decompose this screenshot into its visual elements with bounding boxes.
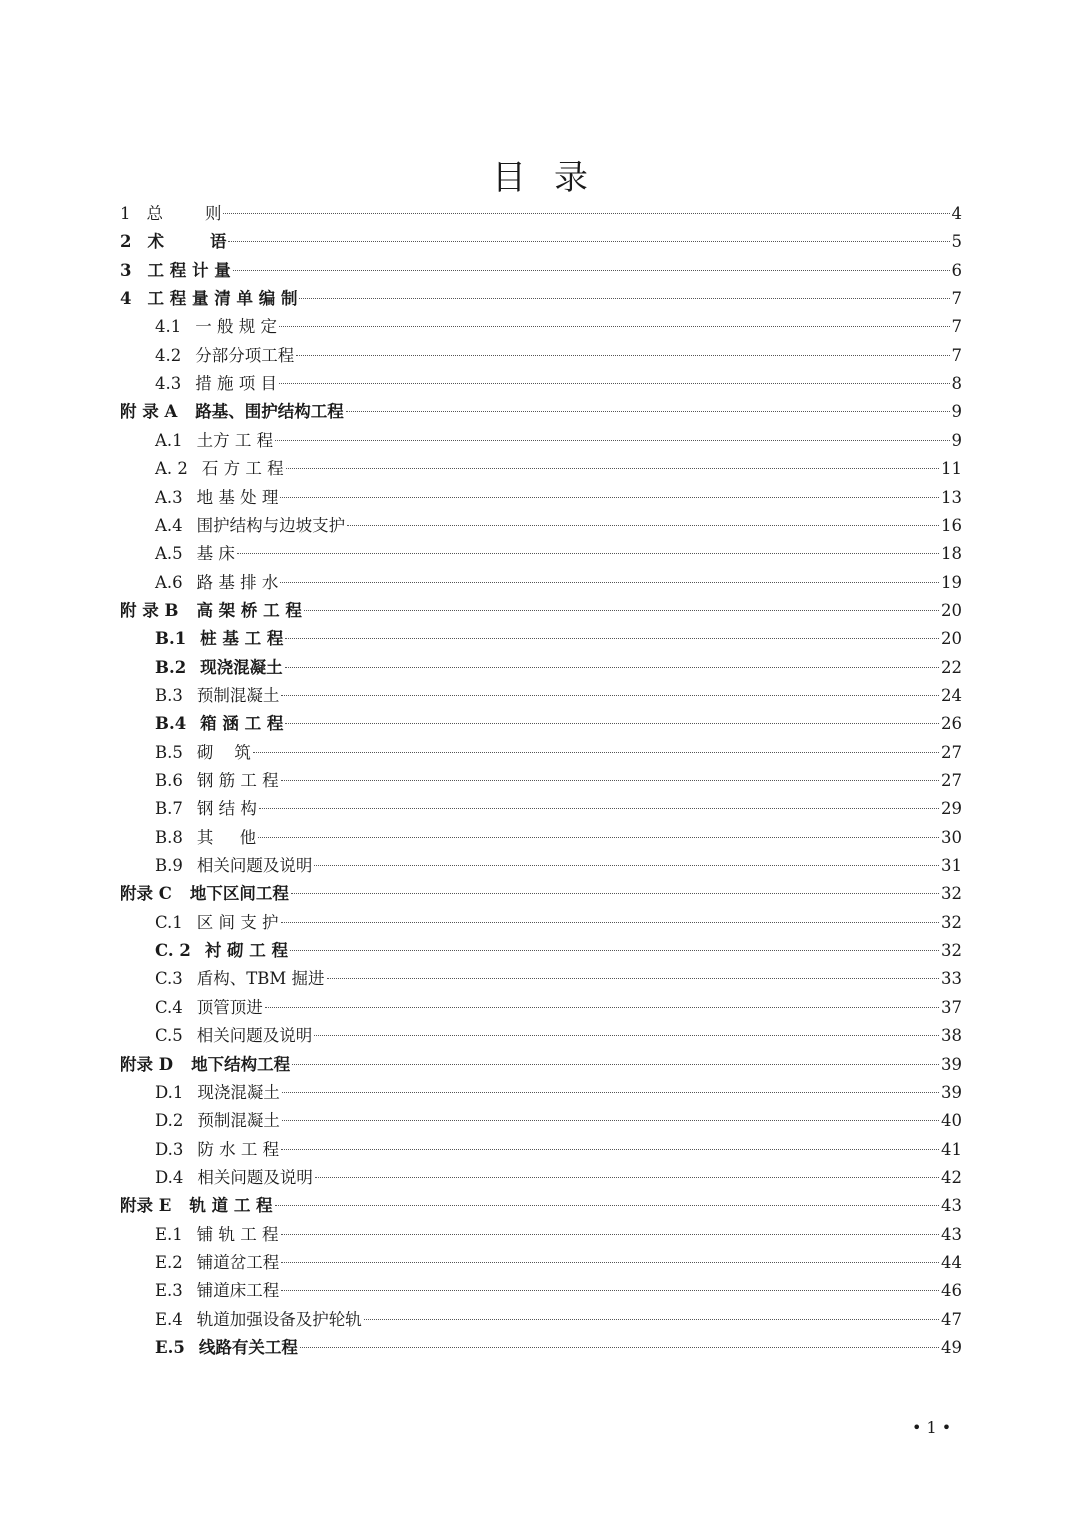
toc-leader-dots xyxy=(280,582,939,583)
toc-entry[interactable] xyxy=(155,824,962,852)
toc-entry[interactable] xyxy=(155,540,962,568)
toc-entry[interactable] xyxy=(155,1249,962,1277)
toc-entry[interactable] xyxy=(155,710,962,738)
toc-entry[interactable] xyxy=(155,625,962,653)
toc-entry-label: 预制混凝土 xyxy=(197,1111,280,1131)
toc-entry-page: 4 xyxy=(951,204,962,223)
toc-entry[interactable] xyxy=(155,370,962,398)
toc-entry[interactable] xyxy=(155,1022,962,1050)
toc-entry[interactable] xyxy=(155,1306,962,1334)
toc-leader-dots xyxy=(285,723,939,724)
toc-entry[interactable] xyxy=(155,994,962,1022)
toc-leader-dots xyxy=(233,270,950,271)
toc-entry[interactable] xyxy=(120,200,962,228)
toc-entry-number: 附录 C xyxy=(120,884,172,904)
toc-entry-page: 27 xyxy=(941,742,962,762)
toc-entry[interactable] xyxy=(120,257,962,285)
toc-leader-dots xyxy=(314,1035,939,1036)
toc-entry[interactable] xyxy=(155,484,962,512)
toc-entry-label: 衬 砌 工 程 xyxy=(204,941,289,961)
toc-entry[interactable] xyxy=(120,880,962,908)
toc-entry[interactable] xyxy=(155,1277,962,1305)
toc-entry-label: 工 程 量 清 单 编 制 xyxy=(147,289,298,309)
toc-entry[interactable] xyxy=(155,795,962,823)
toc-entry-number: 附 录 A xyxy=(120,402,178,422)
toc-entry-page: 41 xyxy=(941,1139,962,1159)
toc-entry-label: 路基、围护结构工程 xyxy=(195,402,344,422)
toc-entry-label: 地下区间工程 xyxy=(189,884,289,904)
toc-entry-label: 高 架 桥 工 程 xyxy=(196,600,302,620)
toc-leader-dots xyxy=(300,1347,939,1348)
toc-entry-number: E.5 xyxy=(155,1338,185,1357)
toc-leader-dots xyxy=(281,780,939,781)
toc-entry-page: 44 xyxy=(941,1252,962,1272)
toc-entry-number: A.3 xyxy=(155,487,183,507)
toc-entry-page: 7 xyxy=(951,289,962,309)
toc-entry-label: 地下结构工程 xyxy=(191,1054,291,1074)
toc-entry-label: 石 方 工 程 xyxy=(201,459,284,479)
toc-entry-number: 4.3 xyxy=(155,374,182,394)
toc-entry-label: 区 间 支 护 xyxy=(196,912,279,932)
toc-entry-label: 总 则 xyxy=(146,204,222,223)
toc-entry-page: 32 xyxy=(941,912,962,932)
toc-entry-number: E.1 xyxy=(155,1224,183,1244)
toc-entry[interactable] xyxy=(120,398,962,426)
toc-entry-label: 现浇混凝土 xyxy=(197,1082,280,1102)
toc-entry-number: B.1 xyxy=(155,629,187,649)
toc-leader-dots xyxy=(364,1319,939,1320)
toc-entry[interactable] xyxy=(120,1192,962,1220)
toc-entry-page: 26 xyxy=(941,714,962,734)
toc-entry-label: 一 般 规 定 xyxy=(195,317,277,337)
toc-leader-dots xyxy=(304,610,939,611)
toc-leader-dots xyxy=(299,298,949,299)
toc-entry-page: 7 xyxy=(951,317,962,337)
toc-entry-page: 39 xyxy=(941,1082,962,1102)
toc-entry-number: B.3 xyxy=(155,685,183,705)
toc-entry[interactable] xyxy=(155,1164,962,1192)
toc-entry-number: 附 录 B xyxy=(120,600,179,620)
toc-entry-label: 术 语 xyxy=(147,232,227,252)
toc-entry-page: 39 xyxy=(941,1054,962,1074)
toc-entry-number: C. 2 xyxy=(155,941,191,961)
page-number: • 1 • xyxy=(912,1418,952,1437)
toc-entry-number: C.1 xyxy=(155,912,183,932)
toc-leader-dots xyxy=(275,440,949,441)
toc-entry-label: 轨 道 工 程 xyxy=(189,1196,273,1216)
toc-entry-number: E.4 xyxy=(155,1309,183,1329)
toc-entry-label: 铺 轨 工 程 xyxy=(196,1224,279,1244)
toc-leader-dots xyxy=(259,808,939,809)
toc-entry-number: B.9 xyxy=(155,856,183,876)
toc-entry[interactable] xyxy=(155,739,962,767)
toc-entry-label: 其 他 xyxy=(196,827,257,847)
toc-entry-page: 18 xyxy=(941,544,962,564)
toc-entry[interactable] xyxy=(155,682,962,710)
toc-leader-dots xyxy=(290,950,939,951)
toc-entry-page: 27 xyxy=(941,771,962,790)
toc-entry-label: 围护结构与边坡支护 xyxy=(196,515,346,535)
toc-entry-page: 11 xyxy=(941,459,962,479)
toc-entry-page: 29 xyxy=(941,799,962,819)
toc-entry[interactable] xyxy=(155,1221,962,1249)
toc-entry-number: A.6 xyxy=(155,572,183,592)
toc-entry-label: 工 程 计 量 xyxy=(147,260,231,280)
toc-leader-dots xyxy=(291,893,939,894)
toc-entry-page: 43 xyxy=(941,1196,962,1216)
toc-leader-dots xyxy=(223,213,949,214)
toc-entry-page: 40 xyxy=(941,1111,962,1131)
toc-leader-dots xyxy=(281,695,939,696)
toc-entry-page: 20 xyxy=(941,629,962,649)
toc-leader-dots xyxy=(281,1234,939,1235)
toc-entry-label: 预制混凝土 xyxy=(196,685,280,705)
toc-leader-dots xyxy=(285,667,939,668)
toc-leader-dots xyxy=(281,922,939,923)
toc-entry-label: 土方 工 程 xyxy=(196,430,274,450)
toc-entry[interactable] xyxy=(155,313,962,341)
toc-entry[interactable] xyxy=(120,1051,962,1079)
toc-leader-dots xyxy=(282,1120,939,1121)
toc-entry-number: 4.1 xyxy=(155,317,182,337)
toc-entry-number: B.4 xyxy=(155,714,187,734)
toc-entry-page: 32 xyxy=(941,884,962,904)
toc-entry-page: 6 xyxy=(951,260,962,280)
toc-entry-number: B.8 xyxy=(155,827,183,847)
toc-entry-page: 22 xyxy=(941,657,962,677)
toc-entry-number: 附录 D xyxy=(120,1054,174,1074)
toc-entry-number: B.6 xyxy=(155,771,183,790)
toc-entry-number: E.3 xyxy=(155,1281,183,1301)
toc-entry-page: 33 xyxy=(941,969,962,989)
toc-entry-label: 箱 涵 工 程 xyxy=(200,714,284,734)
toc-entry-label: 铺道岔工程 xyxy=(196,1252,280,1272)
toc-entry-number: D.1 xyxy=(155,1082,184,1102)
toc-entry-number: D.4 xyxy=(155,1167,184,1187)
toc-entry-number: D.2 xyxy=(155,1111,184,1131)
toc-entry-page: 32 xyxy=(941,941,962,961)
toc-entry-label: 路 基 排 水 xyxy=(196,572,279,592)
toc-leader-dots xyxy=(285,638,939,639)
toc-entry-page: 49 xyxy=(941,1338,962,1357)
toc-entry-number: 附录 E xyxy=(120,1196,172,1216)
toc-entry-number: E.2 xyxy=(155,1252,183,1272)
toc-entry-page: 16 xyxy=(941,515,962,535)
toc-entry-number: B.5 xyxy=(155,742,183,762)
toc-entry[interactable] xyxy=(155,342,962,370)
toc-leader-dots xyxy=(315,1177,939,1178)
toc-leader-dots xyxy=(280,497,939,498)
toc-entry-number: A.1 xyxy=(155,430,183,450)
toc-entry-number: 4 xyxy=(120,289,132,309)
toc-entry-number: C.4 xyxy=(155,997,183,1017)
toc-entry-page: 7 xyxy=(951,345,962,365)
toc-entry-number: 2 xyxy=(120,232,132,252)
toc-entry-page: 47 xyxy=(941,1309,962,1329)
toc-entry[interactable] xyxy=(155,852,962,880)
toc-entry-number: A.4 xyxy=(155,515,183,535)
toc-entry-label: 钢 结 构 xyxy=(196,799,257,819)
toc-entry[interactable] xyxy=(155,569,962,597)
toc-leader-dots xyxy=(279,383,950,384)
toc-leader-dots xyxy=(347,525,939,526)
toc-entry[interactable] xyxy=(155,965,962,993)
toc-entry[interactable] xyxy=(120,597,962,625)
toc-entry-label: 地 基 处 理 xyxy=(196,487,279,507)
toc-entry-label: 顶管顶进 xyxy=(196,997,263,1017)
toc-entry-page: 20 xyxy=(941,600,962,620)
toc-leader-dots xyxy=(296,355,949,356)
toc-entry[interactable] xyxy=(155,427,962,455)
toc-leader-dots xyxy=(281,1262,939,1263)
toc-entry-label: 措 施 项 目 xyxy=(195,374,277,394)
toc-entry-label: 盾构、TBM 掘进 xyxy=(196,969,325,989)
toc-entry[interactable] xyxy=(155,1107,962,1135)
toc-entry-page: 24 xyxy=(941,685,962,705)
toc-entry[interactable] xyxy=(155,654,962,682)
toc-entry-number: C.5 xyxy=(155,1026,183,1046)
toc-entry-label: 相关问题及说明 xyxy=(196,856,313,876)
toc-entry-page: 31 xyxy=(941,856,962,876)
toc-entry[interactable] xyxy=(155,937,962,965)
toc-leader-dots xyxy=(275,1205,939,1206)
toc-entry[interactable] xyxy=(155,512,962,540)
toc-entry-page: 46 xyxy=(941,1281,962,1301)
toc-leader-dots xyxy=(265,1007,939,1008)
toc-entry-number: C.3 xyxy=(155,969,183,989)
toc-entry[interactable] xyxy=(155,455,962,483)
toc-entry-label: 分部分项工程 xyxy=(195,345,295,365)
toc-entry-number: 4.2 xyxy=(155,345,182,365)
toc-entry-number: A.5 xyxy=(155,544,183,564)
toc-entry-number: B.2 xyxy=(155,657,187,677)
toc-leader-dots xyxy=(314,865,939,866)
toc-entry[interactable] xyxy=(155,909,962,937)
toc-entry-number: D.3 xyxy=(155,1139,184,1159)
toc-entry-label: 防 水 工 程 xyxy=(197,1139,280,1159)
toc-leader-dots xyxy=(282,1092,939,1093)
toc-entry-label: 基 床 xyxy=(196,544,235,564)
toc-entry-page: 30 xyxy=(941,827,962,847)
toc-entry-label: 现浇混凝土 xyxy=(200,657,283,677)
toc-entry-page: 43 xyxy=(941,1224,962,1244)
toc-entry-page: 5 xyxy=(951,232,962,252)
toc-entry-label: 相关问题及说明 xyxy=(197,1167,313,1187)
toc-leader-dots xyxy=(327,978,939,979)
toc-leader-dots xyxy=(286,468,939,469)
toc-leader-dots xyxy=(228,241,949,242)
toc-entry[interactable] xyxy=(120,228,962,256)
toc-entry-page: 37 xyxy=(941,997,962,1017)
toc-entry-label: 轨道加强设备及护轮轨 xyxy=(196,1309,362,1329)
toc-entry-page: 9 xyxy=(951,430,962,450)
toc-entry-page: 19 xyxy=(941,572,962,592)
toc-entry-label: 相关问题及说明 xyxy=(196,1026,313,1046)
toc-leader-dots xyxy=(258,837,939,838)
toc-entry-page: 9 xyxy=(951,402,962,422)
toc-leader-dots xyxy=(237,553,939,554)
toc-entry[interactable] xyxy=(155,1079,962,1107)
toc-entry-number: B.7 xyxy=(155,799,183,819)
toc-entry[interactable] xyxy=(155,767,962,795)
toc-entry[interactable] xyxy=(120,285,962,313)
toc-entry-number: 1 xyxy=(120,204,131,223)
toc-entry-page: 13 xyxy=(941,487,962,507)
toc-entry-label: 钢 筋 工 程 xyxy=(196,771,279,790)
toc-entry-page: 38 xyxy=(941,1026,962,1046)
toc-entry-label: 砌 筑 xyxy=(196,742,251,762)
toc-entry-label: 桩 基 工 程 xyxy=(200,629,284,649)
toc-leader-dots xyxy=(281,1290,939,1291)
toc-entry[interactable] xyxy=(155,1136,962,1164)
toc-entry-number: A. 2 xyxy=(155,459,188,479)
toc-leader-dots xyxy=(281,1149,939,1150)
toc-leader-dots xyxy=(292,1064,939,1065)
toc-leader-dots xyxy=(253,752,939,753)
page-title: 目录 xyxy=(492,158,616,198)
toc-leader-dots xyxy=(346,411,950,412)
toc-entry-label: 铺道床工程 xyxy=(196,1281,280,1301)
toc-entry[interactable] xyxy=(155,1334,962,1362)
toc-entry-number: 3 xyxy=(120,260,132,280)
toc-entry-page: 8 xyxy=(951,374,962,394)
toc-leader-dots xyxy=(279,326,950,327)
toc-entry-label: 线路有关工程 xyxy=(198,1338,298,1357)
toc-entry-page: 42 xyxy=(941,1167,962,1187)
